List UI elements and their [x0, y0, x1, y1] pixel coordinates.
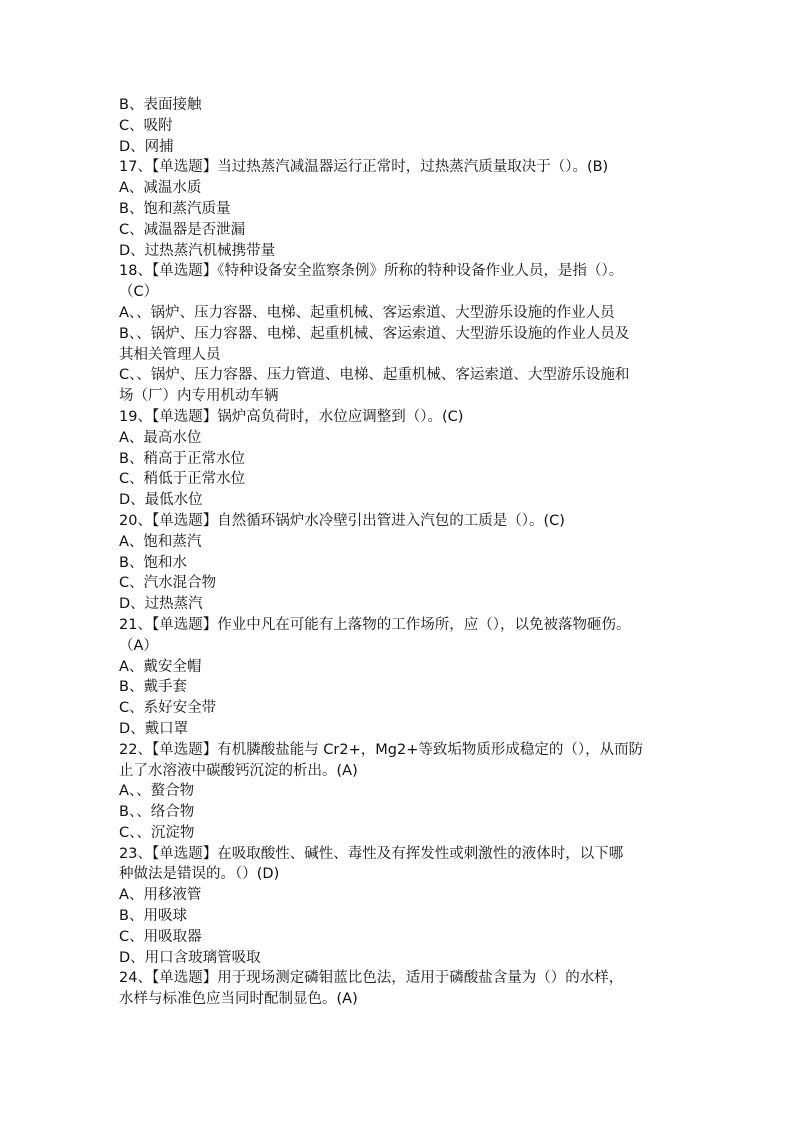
option-line: B、、络合物 — [119, 804, 195, 821]
option-line: A、最高水位 — [119, 429, 202, 446]
option-line: A、减温水质 — [119, 180, 202, 197]
option-line: B、用吸球 — [119, 908, 187, 925]
question-line: 19、【单选题】锅炉高负荷时，水位应调整到（）。(C) — [119, 408, 464, 425]
question-line: 18、【单选题】《特种设备安全监察条例》所称的特种设备作业人员，是指（）。 — [119, 263, 624, 280]
option-line: B、、锅炉、压力容器、电梯、起重机械、客运索道、大型游乐设施的作业人员及 — [119, 325, 630, 342]
option-line: D、过热蒸汽机械携带量 — [119, 242, 276, 259]
question-line: 17、【单选题】当过热蒸汽减温器运行正常时，过热蒸汽质量取决于（）。(B) — [119, 159, 609, 176]
question-line-continued: 种做法是错误的。（）(D) — [119, 866, 280, 883]
option-line: A、戴安全帽 — [119, 658, 202, 675]
answer-line: （C） — [119, 284, 159, 301]
option-line: B、稍高于正常水位 — [119, 450, 245, 467]
option-line: C、用吸取器 — [119, 928, 202, 945]
question-line-continued: 止了水溶液中碳酸钙沉淀的析出。(A) — [119, 762, 358, 779]
question-line: 23、【单选题】在吸取酸性、碱性、毒性及有挥发性或刺激性的液体时，以下哪 — [119, 845, 624, 862]
option-line-continued: 其相关管理人员 — [119, 346, 221, 363]
question-line: 21、【单选题】作业中凡在可能有上落物的工作场所，应（），以免被落物砸伤。 — [119, 616, 631, 633]
option-line: B、戴手套 — [119, 679, 187, 696]
question-line-continued: 水样与标准色应当同时配制显色。(A) — [119, 991, 358, 1008]
option-line: A、用移液管 — [119, 887, 202, 904]
option-line: C、、沉淀物 — [119, 824, 195, 841]
option-line: C、汽水混合物 — [119, 575, 217, 592]
option-line: C、减温器是否泄漏 — [119, 221, 246, 238]
option-line: A、、锅炉、压力容器、电梯、起重机械、客运索道、大型游乐设施的作业人员 — [119, 304, 615, 321]
question-line: 20、【单选题】自然循环锅炉水冷壁引出管进入汽包的工质是（）。(C) — [119, 512, 565, 529]
option-line: A、饱和蒸汽 — [119, 533, 202, 550]
option-line: D、最低水位 — [119, 492, 203, 509]
question-line: 24、【单选题】用于现场测定磷钼蓝比色法，适用于磷酸盐含量为（）的水样， — [119, 970, 624, 987]
option-line: B、饱和水 — [119, 554, 187, 571]
option-line: A、、螯合物 — [119, 783, 195, 800]
question-text-block — [119, 95, 679, 1010]
answer-line: （A） — [119, 637, 158, 654]
question-line: 22、【单选题】有机膦酸盐能与 Cr2+，Mg2+等致垢物质形成稳定的（），从而防 — [119, 741, 644, 758]
option-line: C、、锅炉、压力容器、压力管道、电梯、起重机械、客运索道、大型游乐设施和 — [119, 367, 630, 384]
option-line: D、戴口罩 — [119, 720, 189, 737]
option-line: B、表面接触 — [119, 97, 202, 113]
option-line: D、过热蒸汽 — [119, 596, 203, 613]
option-line: C、稍低于正常水位 — [119, 471, 246, 488]
option-line: C、吸附 — [119, 117, 173, 134]
option-line: D、用口含玻璃管吸取 — [119, 949, 261, 966]
option-line: B、饱和蒸汽质量 — [119, 200, 231, 217]
option-line: D、网捕 — [119, 138, 174, 155]
option-line: C、系好安全带 — [119, 700, 217, 717]
option-line-continued: 场（厂）内专用机动车辆 — [119, 388, 279, 405]
